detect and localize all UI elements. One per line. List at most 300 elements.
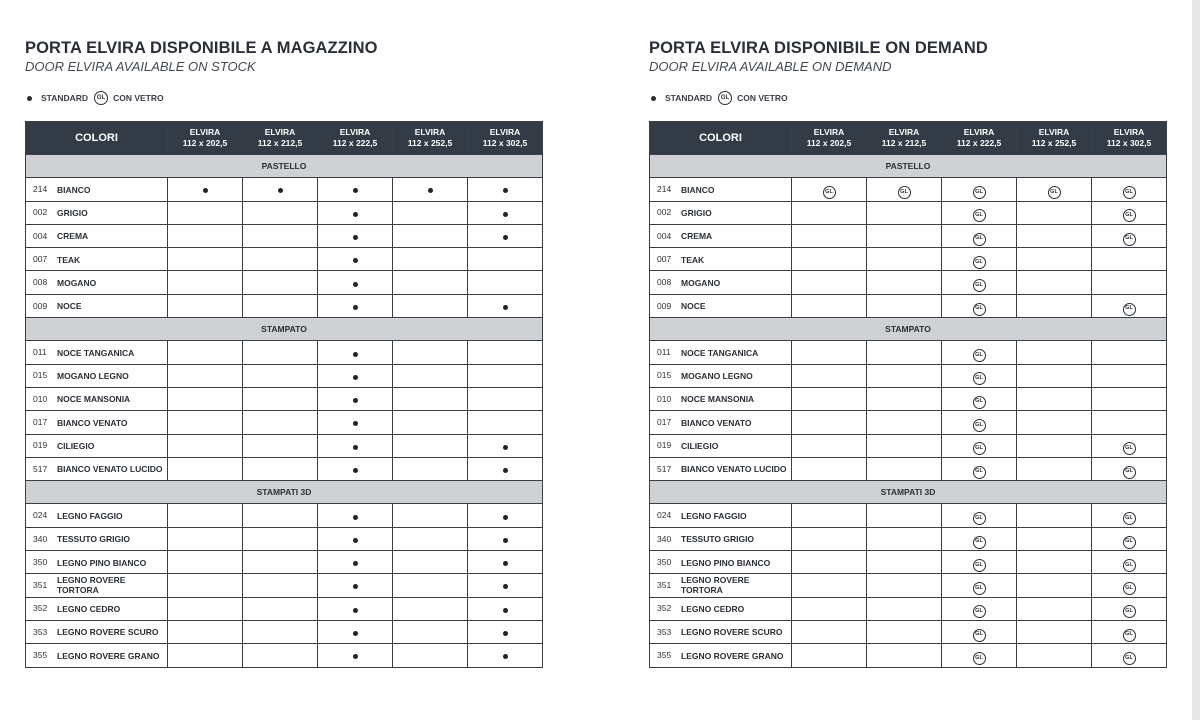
color-cell xyxy=(650,387,792,410)
stock-panel xyxy=(25,38,543,668)
availability-cell xyxy=(468,504,543,527)
table-row xyxy=(26,248,543,271)
availability-cell xyxy=(468,364,543,387)
section-header: STAMPATO xyxy=(26,318,543,341)
availability-cell xyxy=(243,341,318,364)
table-row xyxy=(650,457,1167,480)
table-row xyxy=(650,248,1167,271)
availability-cell xyxy=(1017,411,1092,434)
header-size: 112 x 302,5 xyxy=(482,138,528,148)
color-code: 017 xyxy=(657,417,672,428)
availability-cell xyxy=(1017,644,1092,667)
glass-gl-icon: GL xyxy=(1123,605,1136,618)
header-model: ELVIRA xyxy=(489,127,521,137)
availability-cell xyxy=(1017,527,1092,550)
table-row xyxy=(26,504,543,527)
availability-cell xyxy=(1092,248,1167,271)
color-cell xyxy=(650,341,792,364)
header-column xyxy=(792,122,867,155)
availability-cell xyxy=(168,341,243,364)
table-row xyxy=(26,271,543,294)
glass-gl-icon: GL xyxy=(1123,209,1136,222)
availability-cell xyxy=(942,620,1017,643)
glass-gl-icon: GL xyxy=(973,582,986,595)
availability-cell xyxy=(318,551,393,574)
table-row xyxy=(650,411,1167,434)
table-row xyxy=(650,597,1167,620)
availability-cell xyxy=(792,411,867,434)
availability-cell xyxy=(243,457,318,480)
table-row xyxy=(26,364,543,387)
availability-cell xyxy=(468,574,543,597)
availability-cell xyxy=(243,527,318,550)
availability-cell xyxy=(468,620,543,643)
table-row xyxy=(650,551,1167,574)
availability-cell xyxy=(393,201,468,224)
availability-cell xyxy=(468,201,543,224)
color-code: 024 xyxy=(33,510,48,521)
header-colori: COLORI xyxy=(26,122,168,155)
color-name: MOGANO xyxy=(57,278,97,288)
glass-gl-icon: GL xyxy=(973,303,986,316)
section-header: PASTELLO xyxy=(650,155,1167,178)
availability-cell xyxy=(168,201,243,224)
availability-cell xyxy=(1092,201,1167,224)
demand-availability-table xyxy=(649,121,1167,668)
color-code: 353 xyxy=(657,626,672,637)
section-header: STAMPATO xyxy=(650,318,1167,341)
availability-cell xyxy=(942,574,1017,597)
section-row xyxy=(26,318,543,341)
availability-cell xyxy=(942,457,1017,480)
color-name: MOGANO LEGNO xyxy=(57,371,129,382)
availability-cell xyxy=(1092,387,1167,410)
availability-cell xyxy=(243,551,318,574)
standard-dot-icon xyxy=(353,352,358,357)
legend-standard-label: STANDARD xyxy=(665,93,713,103)
glass-gl-icon: GL xyxy=(973,279,986,292)
availability-cell xyxy=(1092,434,1167,457)
glass-gl-icon: GL xyxy=(973,372,986,385)
color-code: 007 xyxy=(33,253,48,264)
table-row xyxy=(26,294,543,317)
standard-dot-icon xyxy=(503,305,508,310)
standard-dot-icon xyxy=(428,188,433,193)
demand-subtitle: DOOR ELVIRA AVAILABLE ON DEMAND xyxy=(649,59,892,74)
glass-gl-icon: GL xyxy=(973,256,986,269)
color-code: 004 xyxy=(33,230,48,241)
availability-cell xyxy=(393,387,468,410)
standard-dot-icon xyxy=(503,468,508,473)
color-cell xyxy=(650,597,792,620)
glass-gl-icon: GL xyxy=(973,512,986,525)
header-colori: COLORI xyxy=(650,122,792,155)
color-cell xyxy=(26,178,168,201)
availability-cell xyxy=(942,224,1017,247)
color-name: NOCE xyxy=(681,301,706,312)
availability-cell xyxy=(468,341,543,364)
availability-cell xyxy=(942,178,1017,201)
availability-cell xyxy=(318,644,393,667)
color-name: NOCE TANGANICA xyxy=(681,347,759,358)
color-code: 017 xyxy=(33,417,48,428)
standard-dot-icon xyxy=(503,584,508,589)
table-row xyxy=(650,644,1167,667)
availability-cell xyxy=(468,411,543,434)
header-model: ELVIRA xyxy=(963,127,995,137)
availability-cell xyxy=(867,457,942,480)
color-code: 010 xyxy=(657,393,672,404)
color-name: BIANCO VENATO LUCIDO xyxy=(57,464,163,475)
table-row xyxy=(26,178,543,201)
standard-dot-icon xyxy=(503,631,508,636)
availability-cell xyxy=(792,620,867,643)
header-column xyxy=(942,122,1017,155)
availability-cell xyxy=(318,434,393,457)
page-edge xyxy=(1192,0,1200,720)
standard-dot-icon xyxy=(27,96,32,101)
glass-gl-icon: GL xyxy=(1123,466,1136,479)
availability-cell xyxy=(393,341,468,364)
header-model: ELVIRA xyxy=(1038,127,1070,137)
availability-cell xyxy=(318,574,393,597)
color-name: BIANCO xyxy=(681,184,715,195)
availability-cell xyxy=(243,224,318,247)
availability-cell xyxy=(792,457,867,480)
header-column xyxy=(393,122,468,155)
color-cell xyxy=(26,597,168,620)
color-code: 214 xyxy=(657,184,672,195)
stock-subtitle: DOOR ELVIRA AVAILABLE ON STOCK xyxy=(25,59,256,74)
glass-gl-icon: GL xyxy=(973,559,986,572)
availability-cell xyxy=(468,271,543,294)
availability-cell xyxy=(942,644,1017,667)
header-column xyxy=(168,122,243,155)
header-size: 112 x 222,5 xyxy=(956,138,1002,148)
demand-panel xyxy=(649,38,1167,668)
glass-gl-icon: GL xyxy=(973,186,986,199)
glass-gl-icon: GL xyxy=(718,91,732,105)
section-header: STAMPATI 3D xyxy=(650,481,1167,504)
color-name: LEGNO PINO BIANCO xyxy=(681,557,771,568)
color-cell xyxy=(650,504,792,527)
table-row xyxy=(26,411,543,434)
availability-cell xyxy=(393,620,468,643)
color-cell xyxy=(26,294,168,317)
availability-cell xyxy=(318,201,393,224)
color-cell xyxy=(650,224,792,247)
color-name: CILIEGIO xyxy=(57,441,95,452)
color-name: LEGNO ROVERE SCURO xyxy=(681,627,783,638)
color-name: GRIGIO xyxy=(57,208,88,219)
glass-gl-icon: GL xyxy=(973,233,986,246)
availability-cell xyxy=(393,527,468,550)
legend-glass-label: CON VETRO xyxy=(113,93,164,103)
availability-cell xyxy=(168,434,243,457)
color-code: 024 xyxy=(657,510,672,521)
availability-cell xyxy=(318,387,393,410)
availability-cell xyxy=(942,387,1017,410)
table-row xyxy=(26,387,543,410)
availability-cell xyxy=(318,504,393,527)
color-cell xyxy=(26,201,168,224)
availability-cell xyxy=(1017,341,1092,364)
glass-gl-icon: GL xyxy=(973,536,986,549)
header-size: 112 x 202,5 xyxy=(182,138,228,148)
table-row xyxy=(26,201,543,224)
header-model: ELVIRA xyxy=(1113,127,1145,137)
color-cell xyxy=(26,224,168,247)
color-cell xyxy=(26,457,168,480)
color-code: 004 xyxy=(657,230,672,241)
glass-gl-icon: GL xyxy=(973,396,986,409)
color-code: 351 xyxy=(657,579,672,590)
availability-cell xyxy=(1092,178,1167,201)
color-cell xyxy=(650,644,792,667)
color-name: TESSUTO GRIGIO xyxy=(681,534,755,545)
color-cell xyxy=(26,574,168,597)
glass-gl-icon: GL xyxy=(1123,652,1136,665)
glass-gl-icon: GL xyxy=(1048,186,1061,199)
availability-cell xyxy=(867,224,942,247)
availability-cell xyxy=(243,411,318,434)
availability-cell xyxy=(243,387,318,410)
availability-cell xyxy=(1092,551,1167,574)
demand-title: PORTA ELVIRA DISPONIBILE ON DEMAND xyxy=(649,39,988,57)
availability-cell xyxy=(318,224,393,247)
standard-dot-icon xyxy=(353,515,358,520)
color-cell xyxy=(26,504,168,527)
glass-gl-icon: GL xyxy=(973,605,986,618)
standard-dot-icon xyxy=(353,235,358,240)
color-name: MOGANO xyxy=(681,278,721,288)
standard-dot-icon xyxy=(353,212,358,217)
availability-cell xyxy=(867,597,942,620)
table-row xyxy=(650,224,1167,247)
availability-cell xyxy=(942,504,1017,527)
standard-dot-icon xyxy=(353,538,358,543)
availability-cell xyxy=(792,341,867,364)
color-code: 353 xyxy=(33,626,48,637)
color-cell xyxy=(650,551,792,574)
header-model: ELVIRA xyxy=(414,127,446,137)
standard-dot-icon xyxy=(353,305,358,310)
color-cell xyxy=(26,551,168,574)
availability-cell xyxy=(1017,364,1092,387)
availability-cell xyxy=(168,248,243,271)
availability-cell xyxy=(393,644,468,667)
header-model: ELVIRA xyxy=(264,127,296,137)
color-name: LEGNO ROVERE GRANO xyxy=(57,650,160,661)
availability-cell xyxy=(468,644,543,667)
color-cell xyxy=(650,527,792,550)
color-cell xyxy=(26,434,168,457)
glass-gl-icon: GL xyxy=(1123,442,1136,455)
availability-cell xyxy=(867,551,942,574)
availability-cell xyxy=(792,271,867,294)
availability-cell xyxy=(1092,271,1167,294)
color-cell xyxy=(650,178,792,201)
header-size: 112 x 252,5 xyxy=(407,138,453,148)
standard-dot-icon xyxy=(503,445,508,450)
color-cell xyxy=(26,364,168,387)
header-size: 112 x 212,5 xyxy=(257,138,303,148)
glass-gl-icon: GL xyxy=(1123,629,1136,642)
color-name: LEGNO ROVERE TORTORA xyxy=(57,575,126,596)
color-name: LEGNO CEDRO xyxy=(681,604,745,615)
availability-cell xyxy=(168,551,243,574)
color-code: 008 xyxy=(33,277,48,288)
color-name: LEGNO ROVERE GRANO xyxy=(681,650,784,661)
header-column xyxy=(243,122,318,155)
availability-cell xyxy=(867,364,942,387)
table-row xyxy=(650,504,1167,527)
color-name: LEGNO CEDRO xyxy=(57,604,121,615)
availability-cell xyxy=(243,434,318,457)
availability-cell xyxy=(243,294,318,317)
table-body xyxy=(650,155,1167,668)
availability-cell xyxy=(867,201,942,224)
availability-cell xyxy=(468,224,543,247)
availability-cell xyxy=(1017,201,1092,224)
table-row xyxy=(26,574,543,597)
glass-gl-icon: GL xyxy=(973,629,986,642)
availability-cell xyxy=(1092,574,1167,597)
header-size: 112 x 252,5 xyxy=(1031,138,1077,148)
standard-dot-icon xyxy=(353,398,358,403)
availability-cell xyxy=(468,597,543,620)
legend-glass-label: CON VETRO xyxy=(737,93,788,103)
color-cell xyxy=(650,201,792,224)
color-cell xyxy=(650,294,792,317)
availability-cell xyxy=(792,527,867,550)
availability-cell xyxy=(1092,364,1167,387)
standard-dot-icon xyxy=(503,654,508,659)
color-cell xyxy=(650,457,792,480)
table-row xyxy=(650,574,1167,597)
availability-cell xyxy=(1017,387,1092,410)
header-column xyxy=(1017,122,1092,155)
availability-cell xyxy=(243,271,318,294)
section-row xyxy=(650,318,1167,341)
color-code: 002 xyxy=(33,207,48,218)
color-cell xyxy=(650,411,792,434)
color-code: 011 xyxy=(33,347,47,358)
availability-cell xyxy=(243,597,318,620)
standard-dot-icon xyxy=(353,561,358,566)
availability-cell xyxy=(867,248,942,271)
availability-cell xyxy=(942,201,1017,224)
standard-dot-icon xyxy=(503,212,508,217)
color-code: 517 xyxy=(657,463,672,474)
color-name: NOCE MANSONIA xyxy=(57,394,131,405)
standard-dot-icon xyxy=(503,235,508,240)
color-name: TESSUTO GRIGIO xyxy=(57,534,131,545)
availability-cell xyxy=(318,294,393,317)
availability-cell xyxy=(867,271,942,294)
availability-cell xyxy=(1017,504,1092,527)
glass-gl-icon: GL xyxy=(973,349,986,362)
table-row xyxy=(26,597,543,620)
color-code: 352 xyxy=(657,603,672,614)
availability-cell xyxy=(1017,248,1092,271)
color-name: BIANCO VENATO xyxy=(57,417,128,428)
availability-cell xyxy=(1092,457,1167,480)
availability-cell xyxy=(867,527,942,550)
color-name: NOCE MANSONIA xyxy=(681,394,755,405)
color-code: 350 xyxy=(657,556,672,567)
color-code: 015 xyxy=(33,370,48,381)
color-code: 355 xyxy=(33,650,48,660)
availability-cell xyxy=(1017,457,1092,480)
availability-cell xyxy=(867,644,942,667)
table-row xyxy=(26,434,543,457)
color-cell xyxy=(26,620,168,643)
standard-dot-icon xyxy=(503,515,508,520)
availability-cell xyxy=(318,620,393,643)
availability-cell xyxy=(867,411,942,434)
standard-dot-icon xyxy=(353,584,358,589)
standard-dot-icon xyxy=(353,468,358,473)
availability-cell xyxy=(393,551,468,574)
glass-gl-icon: GL xyxy=(1123,233,1136,246)
color-cell xyxy=(650,271,792,294)
availability-cell xyxy=(867,387,942,410)
standard-dot-icon xyxy=(353,654,358,659)
glass-gl-icon: GL xyxy=(973,209,986,222)
availability-cell xyxy=(393,224,468,247)
color-code: 008 xyxy=(657,277,672,288)
availability-cell xyxy=(1092,620,1167,643)
header-column xyxy=(867,122,942,155)
standard-dot-icon xyxy=(353,445,358,450)
table-header-row xyxy=(26,122,543,155)
header-column xyxy=(318,122,393,155)
availability-cell xyxy=(243,644,318,667)
color-name: BIANCO VENATO xyxy=(681,417,752,428)
standard-dot-icon xyxy=(353,375,358,380)
header-size: 112 x 302,5 xyxy=(1106,138,1152,148)
availability-cell xyxy=(942,248,1017,271)
availability-cell xyxy=(867,574,942,597)
availability-cell xyxy=(393,364,468,387)
availability-cell xyxy=(792,551,867,574)
availability-cell xyxy=(792,644,867,667)
availability-cell xyxy=(393,411,468,434)
availability-cell xyxy=(168,597,243,620)
availability-cell xyxy=(168,574,243,597)
availability-cell xyxy=(1092,597,1167,620)
standard-dot-icon xyxy=(353,282,358,287)
availability-cell xyxy=(792,364,867,387)
color-name: CREMA xyxy=(57,231,89,242)
color-code: 351 xyxy=(33,579,48,590)
table-row xyxy=(650,271,1167,294)
table-row xyxy=(650,201,1167,224)
availability-cell xyxy=(168,457,243,480)
availability-cell xyxy=(867,504,942,527)
availability-cell xyxy=(792,224,867,247)
stock-legend xyxy=(25,88,543,108)
section-row xyxy=(26,481,543,504)
availability-cell xyxy=(243,364,318,387)
glass-gl-icon: GL xyxy=(1123,582,1136,595)
availability-cell xyxy=(792,178,867,201)
table-row xyxy=(26,620,543,643)
availability-cell xyxy=(867,434,942,457)
availability-cell xyxy=(792,201,867,224)
glass-gl-icon: GL xyxy=(898,186,911,199)
